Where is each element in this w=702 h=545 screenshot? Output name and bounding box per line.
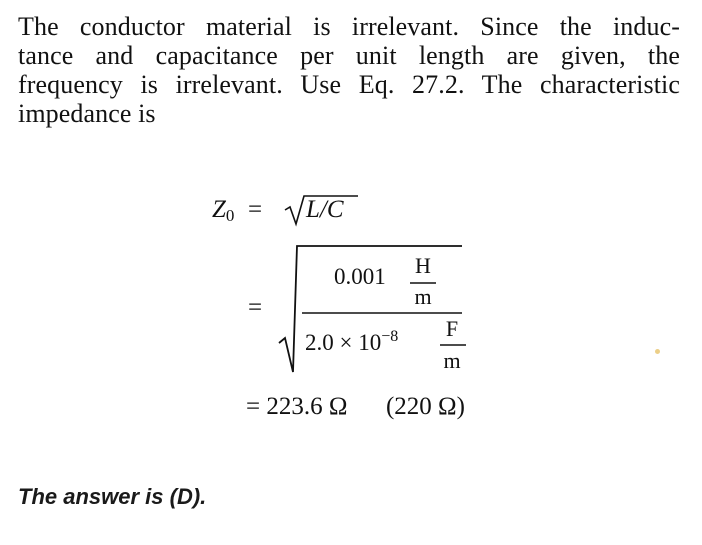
denominator-unit-top: F [445, 316, 459, 341]
impedance-letter: Z [212, 196, 226, 223]
denominator-mantissa: 2.0 × 10 [305, 330, 382, 355]
intro-paragraph [18, 12, 680, 128]
intro-line-1: The conductor material is irrelevant. Since the induc- [18, 12, 680, 41]
denominator-exponent: −8 [381, 328, 399, 345]
equals-sign-1: = [248, 196, 263, 223]
impedance-subscript: 0 [225, 206, 235, 225]
numerator-value: 0.001 [334, 264, 386, 289]
numerator-unit-bottom: m [414, 284, 432, 309]
numerator-unit-top: H [415, 253, 431, 278]
impedance-symbol [212, 196, 234, 226]
denominator-unit-bottom: m [443, 348, 461, 373]
sqrt-expression: L/C [306, 196, 344, 223]
answer-statement: The answer is (D). [18, 484, 207, 509]
result-line [246, 393, 465, 421]
rounded-value: (220 Ω) [385, 393, 465, 420]
denominator-value [305, 328, 398, 356]
equals-sign-2: = [248, 294, 263, 321]
intro-line-3: frequency is irrelevant. Use Eq. 27.2. The characteristic [18, 70, 680, 99]
intro-line-2: tance and capacitance per unit length are given, the [18, 41, 680, 70]
intro-line-4: impedance is [18, 99, 156, 128]
paper-speck [655, 349, 660, 354]
result-value: = 223.6 Ω [246, 393, 348, 420]
